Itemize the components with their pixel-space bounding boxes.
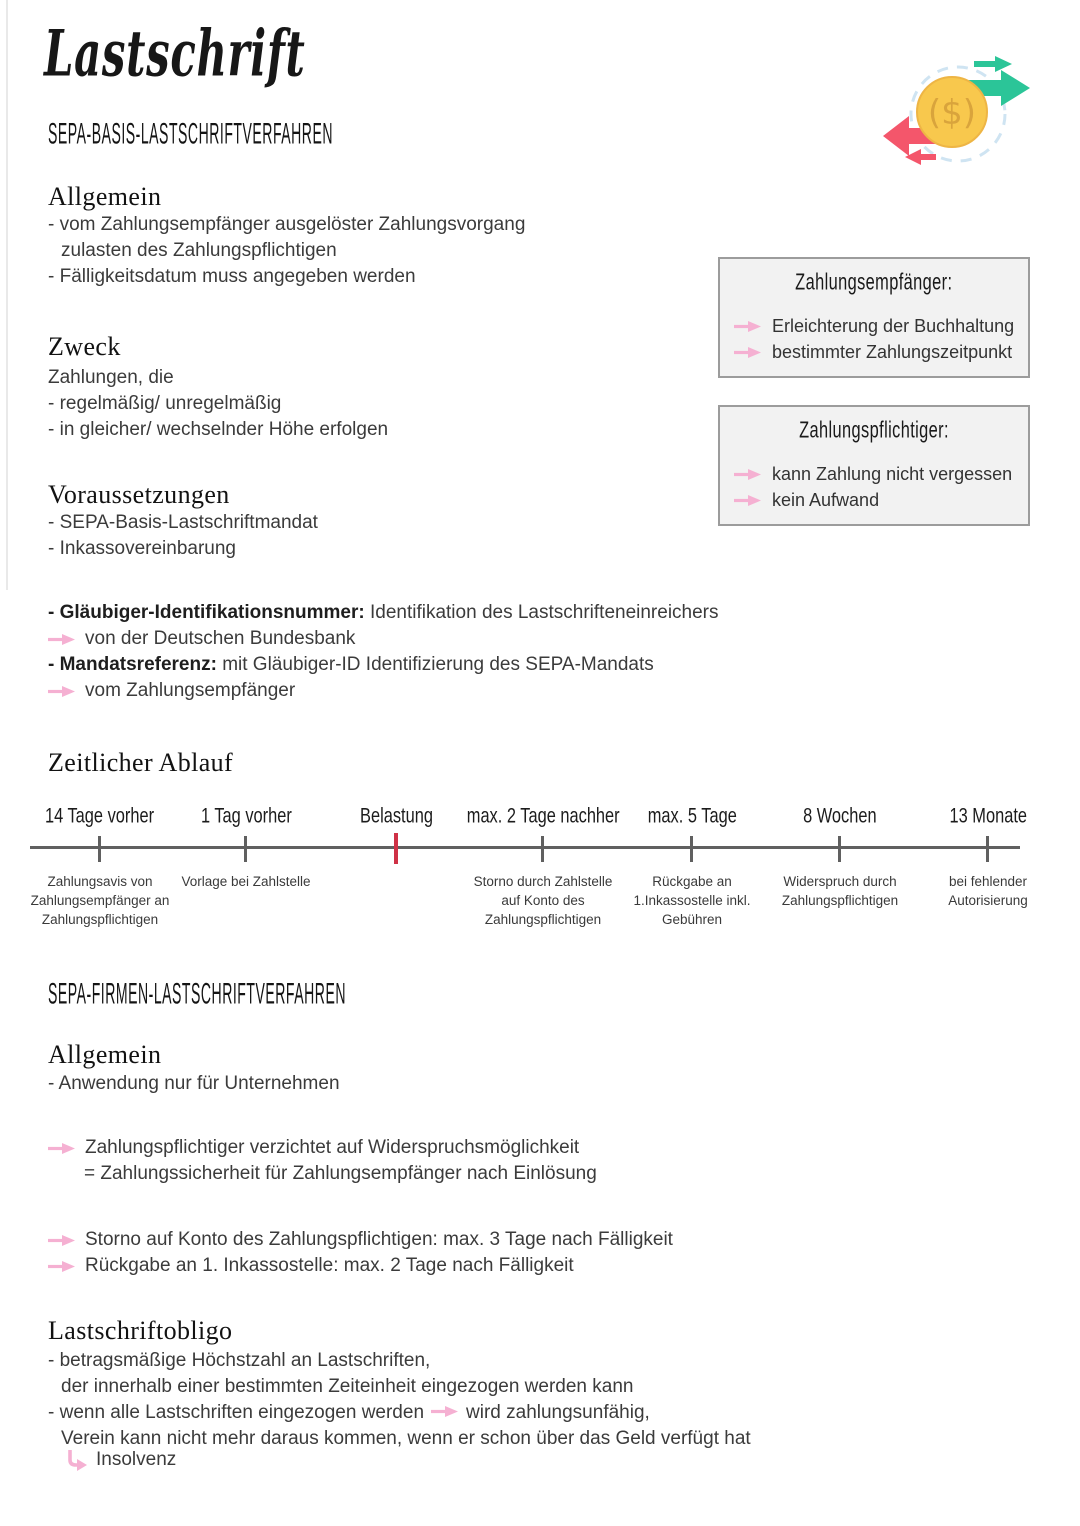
- hook-arrow-text: Insolvenz: [96, 1449, 177, 1470]
- pink-arrow-icon: [48, 633, 76, 646]
- timeline-label: max. 2 Tage nachher: [466, 804, 620, 828]
- timeline-tick: [541, 836, 544, 862]
- glaeubiger-term: - Gläubiger-Identifikationsnummer:: [48, 602, 365, 623]
- svg-text:($): ($): [927, 93, 977, 133]
- pink-arrow-icon: [48, 685, 76, 698]
- arrow-line-text: Rückgabe an 1. Inkassostelle: max. 2 Tage nach Fälligkeit: [85, 1255, 574, 1276]
- timeline-desc: Zahlungsavis von Zahlungsempfänger an Zahlungspflichtigen: [30, 874, 170, 927]
- money-transfer-icon: [878, 42, 1040, 182]
- pink-arrow-icon: [734, 346, 762, 359]
- bullet-line: Verein kann nicht mehr daraus kommen, wenn er schon über das Geld verfügt hat: [61, 1428, 751, 1449]
- heading-voraussetzungen: Voraussetzungen: [48, 480, 230, 509]
- timeline-desc: Rückgabe an 1.Inkassostelle inkl. Gebühren: [633, 874, 751, 927]
- arrow-line: [48, 1228, 673, 1252]
- arrow-line-text: Storno auf Konto des Zahlungspflichtigen: max. 3 Tage nach Fälligkeit: [85, 1229, 673, 1250]
- heading-allgemein-2: Allgemein: [48, 1040, 162, 1069]
- timeline-label: max. 5 Tage: [647, 804, 737, 828]
- arrow-line-text: von der Deutschen Bundesbank: [85, 628, 356, 649]
- pink-arrow-icon: [48, 1142, 76, 1155]
- heading-zweck: Zweck: [48, 332, 121, 361]
- bullet-line: - betragsmäßige Höchstzahl an Lastschriften,: [48, 1350, 431, 1371]
- bullet-line: der innerhalb einer bestimmten Zeiteinheit eingezogen werden kann: [61, 1376, 634, 1397]
- info-box-title-text: Zahlungsempfänger:: [795, 270, 953, 295]
- timeline-tick: [244, 836, 247, 862]
- arrow-line: [48, 1136, 579, 1160]
- section-heading-text: SEPA-FIRMEN-LASTSCHRIFTVERFAHREN: [48, 977, 346, 1010]
- timeline-label: 13 Monate: [949, 804, 1027, 828]
- arrow-line-text: vom Zahlungsempfänger: [85, 680, 296, 701]
- bullet-line: - in gleicher/ wechselnder Höhe erfolgen: [48, 419, 389, 440]
- heading-zeitlicher-ablauf: Zeitlicher Ablauf: [48, 748, 234, 777]
- bullet-line: - SEPA-Basis-Lastschriftmandat: [48, 512, 318, 533]
- arrow-line-text: Zahlungspflichtiger verzichtet auf Widerspruchsmöglichkeit: [85, 1137, 580, 1158]
- info-box-title-text: Zahlungspflichtiger:: [799, 418, 949, 443]
- page-edge-line: [6, 0, 8, 590]
- arrow-line: [48, 627, 355, 651]
- page-title: Lastschrift: [44, 16, 306, 91]
- timeline-tick-belastung: [394, 833, 398, 864]
- bullet-line: zulasten des Zahlungspflichtigen: [61, 240, 337, 261]
- timeline-desc: Storno durch Zahlstelle auf Konto des Zahlungspflichtigen: [473, 874, 613, 927]
- section-heading-text: SEPA-BASIS-LASTSCHRIFTVERFAHREN: [48, 117, 334, 150]
- mandat-term: - Mandatsreferenz:: [48, 654, 217, 675]
- continuation-line: = Zahlungssicherheit für Zahlungsempfänger nach Einlösung: [84, 1163, 597, 1184]
- pink-arrow-icon: [734, 494, 762, 507]
- timeline-label: 14 Tage vorher: [45, 804, 155, 828]
- timeline-desc: Widerspruch durch Zahlungspflichtigen: [781, 874, 899, 908]
- glaeubiger-definition: Identifikation des Lastschrifteneinreichers: [364, 602, 719, 623]
- bullet-text: - wenn alle Lastschriften eingezogen werden: [48, 1402, 425, 1423]
- hook-arrow-icon: [66, 1450, 88, 1471]
- timeline-axis: [30, 846, 1020, 849]
- bullet-line-with-arrow: [48, 1401, 650, 1425]
- arrow-line: [48, 679, 295, 703]
- timeline-label: Belastung: [359, 804, 433, 828]
- section-heading-sepa-basis: [48, 117, 596, 151]
- pink-arrow-icon: [48, 1234, 76, 1247]
- timeline-label: 8 Wochen: [803, 804, 877, 828]
- info-box-item-text: kein Aufwand: [772, 490, 880, 510]
- pink-arrow-icon: [734, 320, 762, 333]
- section-heading-sepa-firmen: [48, 977, 621, 1011]
- bullet-line: - Inkassovereinbarung: [48, 538, 236, 559]
- info-box-item-text: Erleichterung der Buchhaltung: [772, 316, 1015, 336]
- bullet-line: - Fälligkeitsdatum muss angegeben werden: [48, 266, 416, 287]
- bullet-text: wird zahlungsunfähig,: [466, 1402, 650, 1423]
- timeline-desc: Vorlage bei Zahlstelle: [181, 874, 311, 889]
- bullet-line: - vom Zahlungsempfänger ausgelöster Zahlungsvorgang: [48, 214, 526, 235]
- timeline-tick: [98, 836, 101, 862]
- pink-arrow-icon: [734, 468, 762, 481]
- hook-arrow-line: [66, 1448, 176, 1472]
- heading-allgemein-1: Allgemein: [48, 182, 162, 211]
- info-box-zahlungsempfaenger: [718, 257, 1030, 378]
- info-box-item-text: bestimmter Zahlungszeitpunkt: [772, 342, 1013, 362]
- bullet-line: Zahlungen, die: [48, 367, 174, 388]
- heading-lastschriftobligo: Lastschriftobligo: [48, 1316, 233, 1345]
- pink-arrow-icon: [431, 1405, 459, 1418]
- info-box-item: [720, 339, 1028, 365]
- timeline-tick: [690, 836, 693, 862]
- pink-arrow-icon: [48, 1260, 76, 1273]
- mandat-definition: mit Gläubiger-ID Identifizierung des SEPA-Mandats: [216, 654, 654, 675]
- info-box-item: [720, 461, 1028, 487]
- timeline-tick: [838, 836, 841, 862]
- timeline-tick: [986, 836, 989, 862]
- info-box-item-text: kann Zahlung nicht vergessen: [772, 464, 1013, 484]
- glaeubiger-line: [48, 601, 719, 625]
- info-box-item: [720, 487, 1028, 513]
- mandat-line: [48, 653, 654, 677]
- info-box-zahlungspflichtiger: [718, 405, 1030, 526]
- timeline-label: 1 Tag vorher: [200, 804, 292, 828]
- timeline-desc: bei fehlender Autorisierung: [948, 874, 1028, 908]
- bullet-line: - regelmäßig/ unregelmäßig: [48, 393, 282, 414]
- info-box-title: [720, 420, 1028, 444]
- bullet-line: - Anwendung nur für Unternehmen: [48, 1073, 340, 1094]
- info-box-item: [720, 313, 1028, 339]
- arrow-line: [48, 1254, 574, 1278]
- info-box-title: [720, 272, 1028, 296]
